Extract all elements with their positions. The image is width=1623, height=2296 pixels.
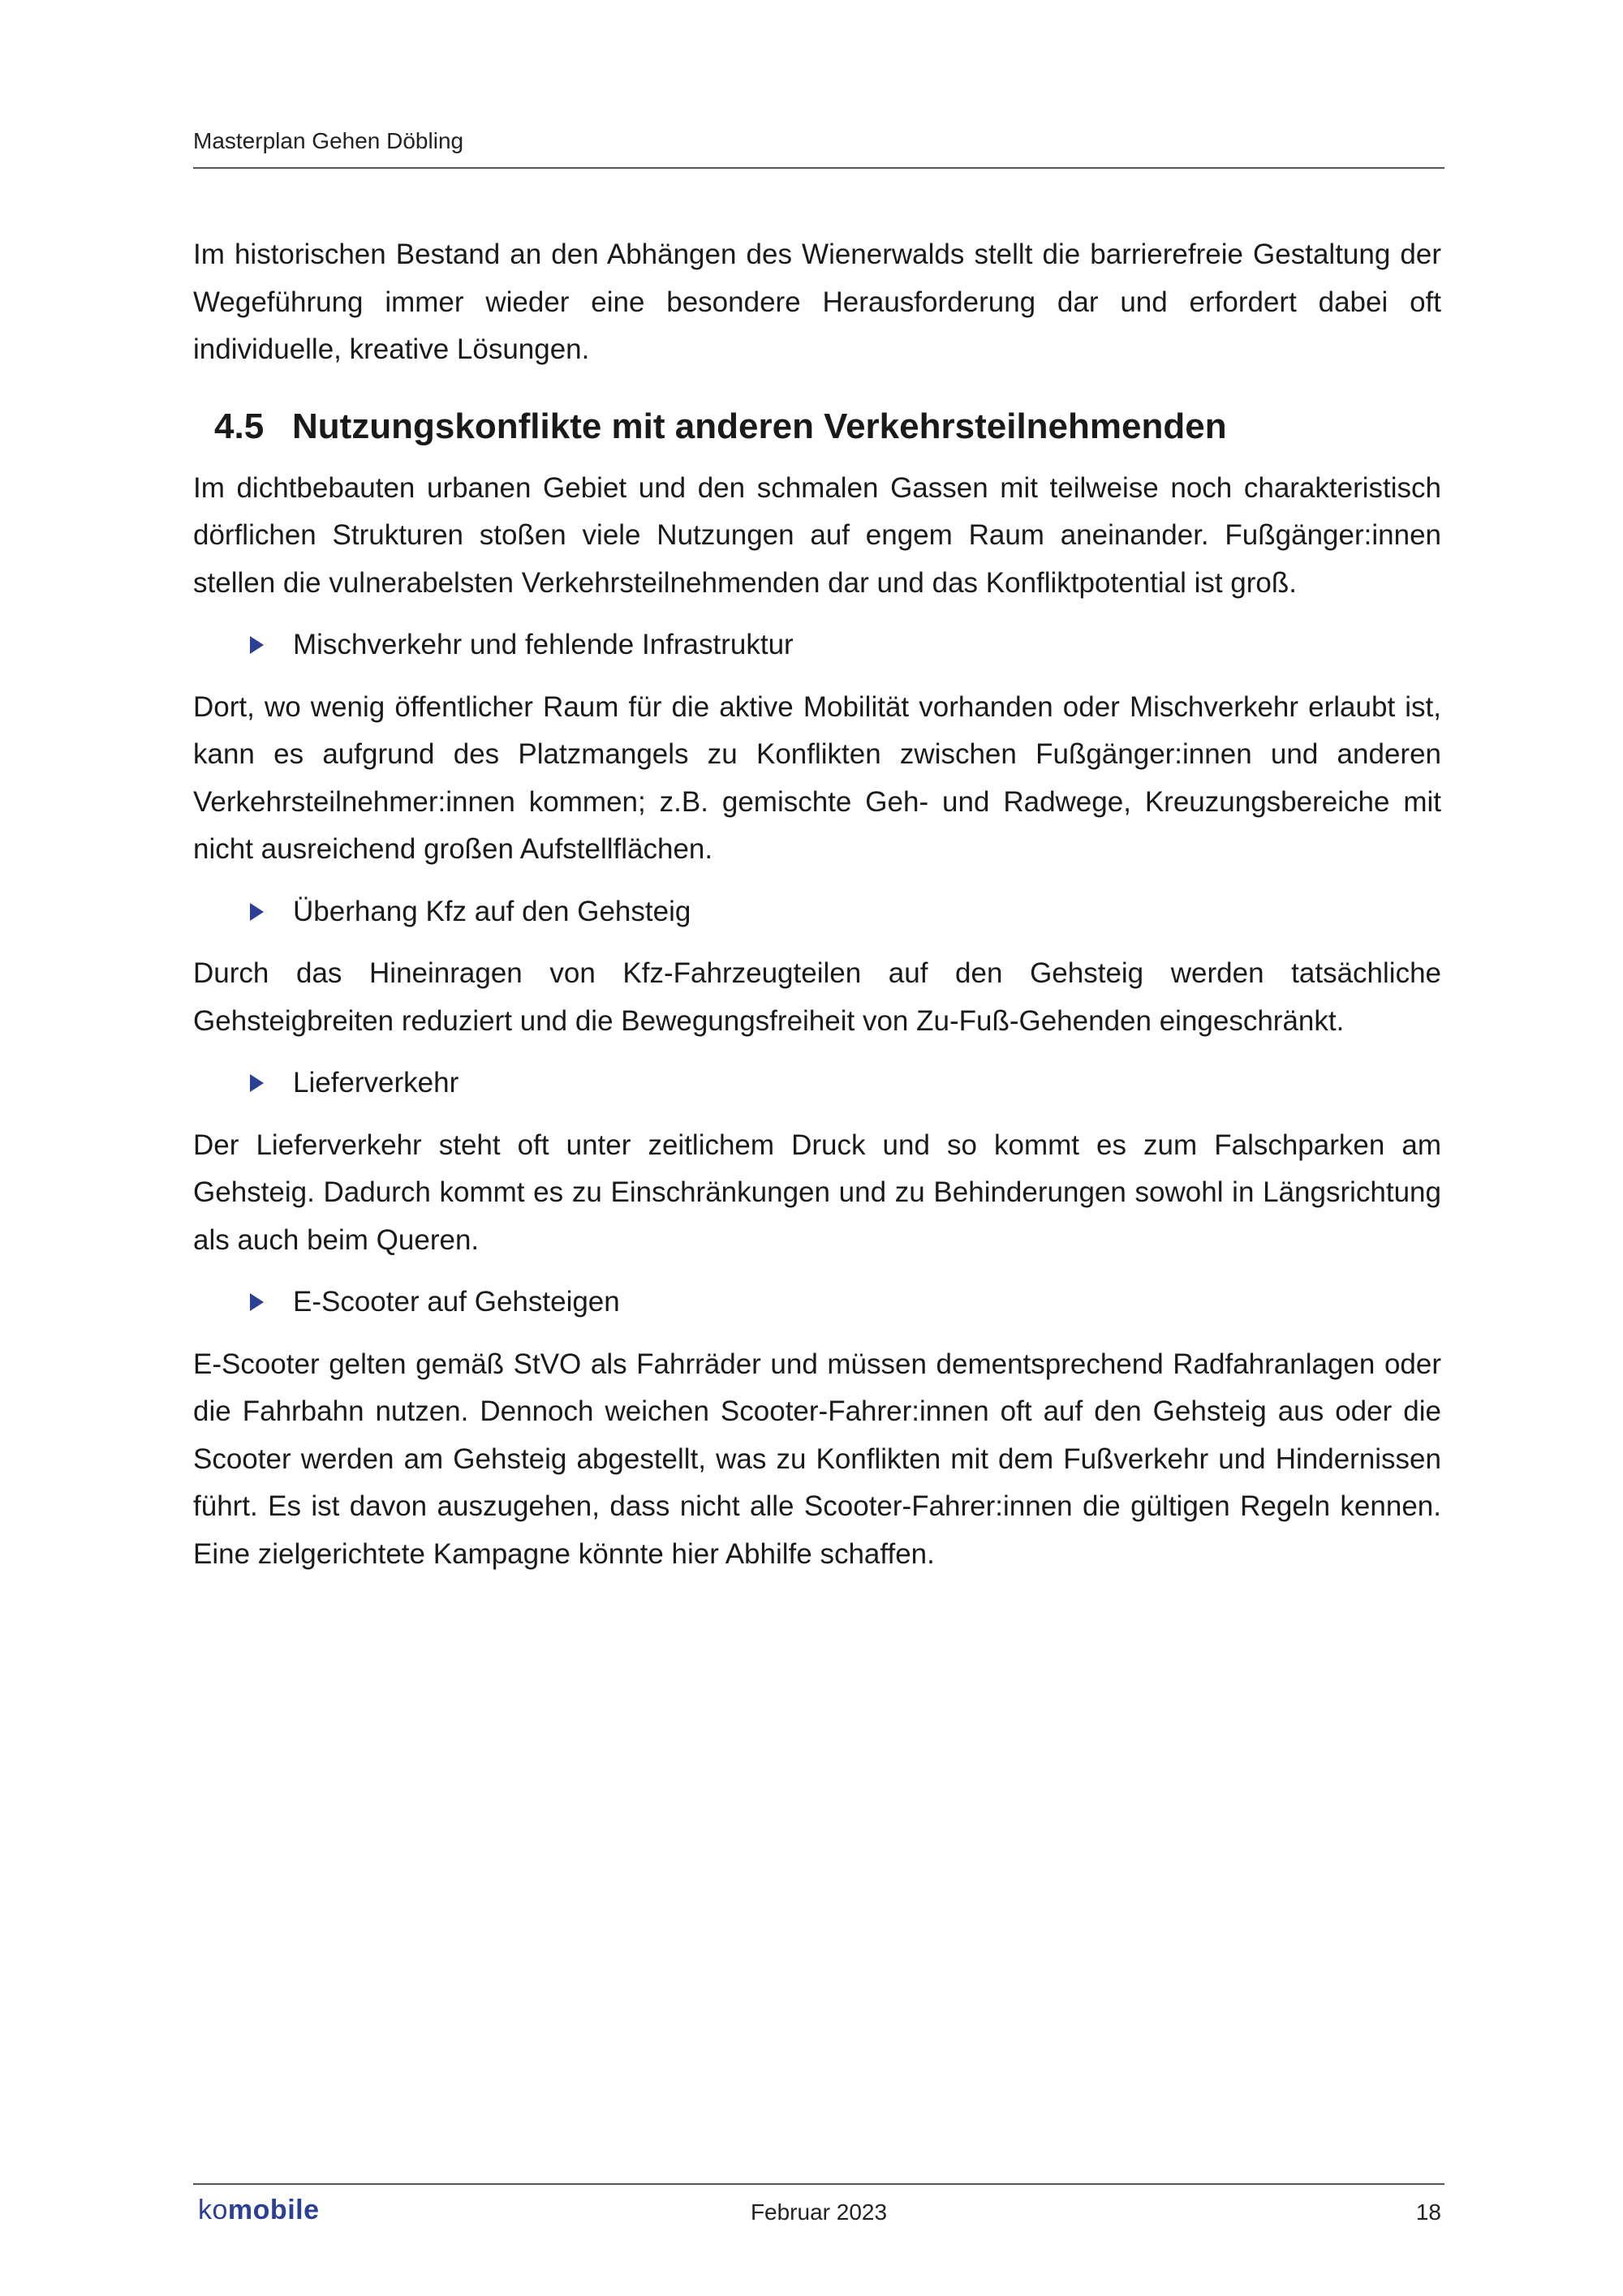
page-number: 18 xyxy=(1415,2199,1441,2225)
bullet-label: Überhang Kfz auf den Gehsteig xyxy=(293,895,691,927)
section-title: Nutzungskonflikte mit anderen Verkehrsteilnehmenden xyxy=(292,406,1227,446)
page-header xyxy=(193,122,1444,169)
triangle-bullet-icon xyxy=(250,1293,264,1311)
bullet-paragraph: E-Scooter gelten gemäß StVO als Fahrräder und müssen dementsprechend Radfahranlagen oder die Fahrbahn nutzen. Dennoch weichen Scooter-Fahrer:innen oft auf den Gehsteig aus oder die Scooter werden am Gehsteig abgestellt, was zu Konflikten mit dem Fußverkehr und Hindernissen führt. Es ist davon auszugehen, dass nicht alle Scooter-Fahrer:innen die gültigen Regeln kennen. Eine zielgerichtete Kampagne könnte hier Abhilfe schaffen. xyxy=(193,1348,1441,1570)
bullet-label: E-Scooter auf Gehsteigen xyxy=(293,1286,620,1318)
bullet-item xyxy=(250,621,1441,669)
section-number: 4.5 xyxy=(214,406,265,446)
bullet-item xyxy=(250,1279,1441,1326)
logo-mobile-text: mobile xyxy=(227,2195,320,2225)
logo-ko-text: ko xyxy=(198,2195,228,2225)
footer-date: Februar 2023 xyxy=(750,2199,888,2225)
intro-paragraph: Im historischen Bestand an den Abhängen des Wienerwalds stellt die barrierefreie Gestaltung der Wegeführung immer wieder eine besondere Herausforderung dar und erfordert dabei oft individuelle, kreative Lösungen. xyxy=(193,239,1441,365)
triangle-bullet-icon xyxy=(250,903,264,921)
triangle-bullet-icon xyxy=(250,636,264,654)
page-content xyxy=(193,231,1441,1578)
section-lead-paragraph: Im dichtbebauten urbanen Gebiet und den schmalen Gassen mit teilweise noch charakteristisch dörflichen Strukturen stoßen viele Nutzungen auf engem Raum aneinander. Fußgänger:innen stellen die vulnerabelsten Verkehrsteilnehmenden dar und das Konfliktpotential ist groß. xyxy=(193,471,1441,599)
triangle-bullet-icon xyxy=(250,1074,264,1092)
bullet-paragraph: Durch das Hineinragen von Kfz-Fahrzeugteilen auf den Gehsteig werden tatsächliche Gehsteigbreiten reduziert und die Bewegungsfreiheit von Zu-Fuß-Gehenden eingeschränkt. xyxy=(193,957,1441,1037)
bullet-item xyxy=(250,888,1441,936)
bullet-paragraph: Dort, wo wenig öffentlicher Raum für die aktive Mobilität vorhanden oder Mischverkehr erlaubt ist, kann es aufgrund des Platzmangels zu Konflikten zwischen Fußgänger:innen und anderen Verkehrsteilnehmer:innen kommen; z.B. gemischte Geh- und Radwege, Kreuzungsbereiche mit nicht ausreichend großen Aufstellflächen. xyxy=(193,690,1441,865)
bullet-paragraph: Der Lieferverkehr steht oft unter zeitlichem Druck und so kommt es zum Falschparken am Gehsteig. Dadurch kommt es zu Einschränkungen und zu Behinderungen sowohl in Längsrichtung als auch beim Queren. xyxy=(193,1129,1441,1256)
document-title: Masterplan Gehen Döbling xyxy=(193,128,464,153)
bullet-label: Mischverkehr und fehlende Infrastruktur xyxy=(293,629,794,660)
bullet-item xyxy=(250,1060,1441,1107)
page-footer xyxy=(193,2183,1444,2234)
section-heading xyxy=(214,406,1441,447)
bullet-label: Lieferverkehr xyxy=(293,1067,459,1099)
